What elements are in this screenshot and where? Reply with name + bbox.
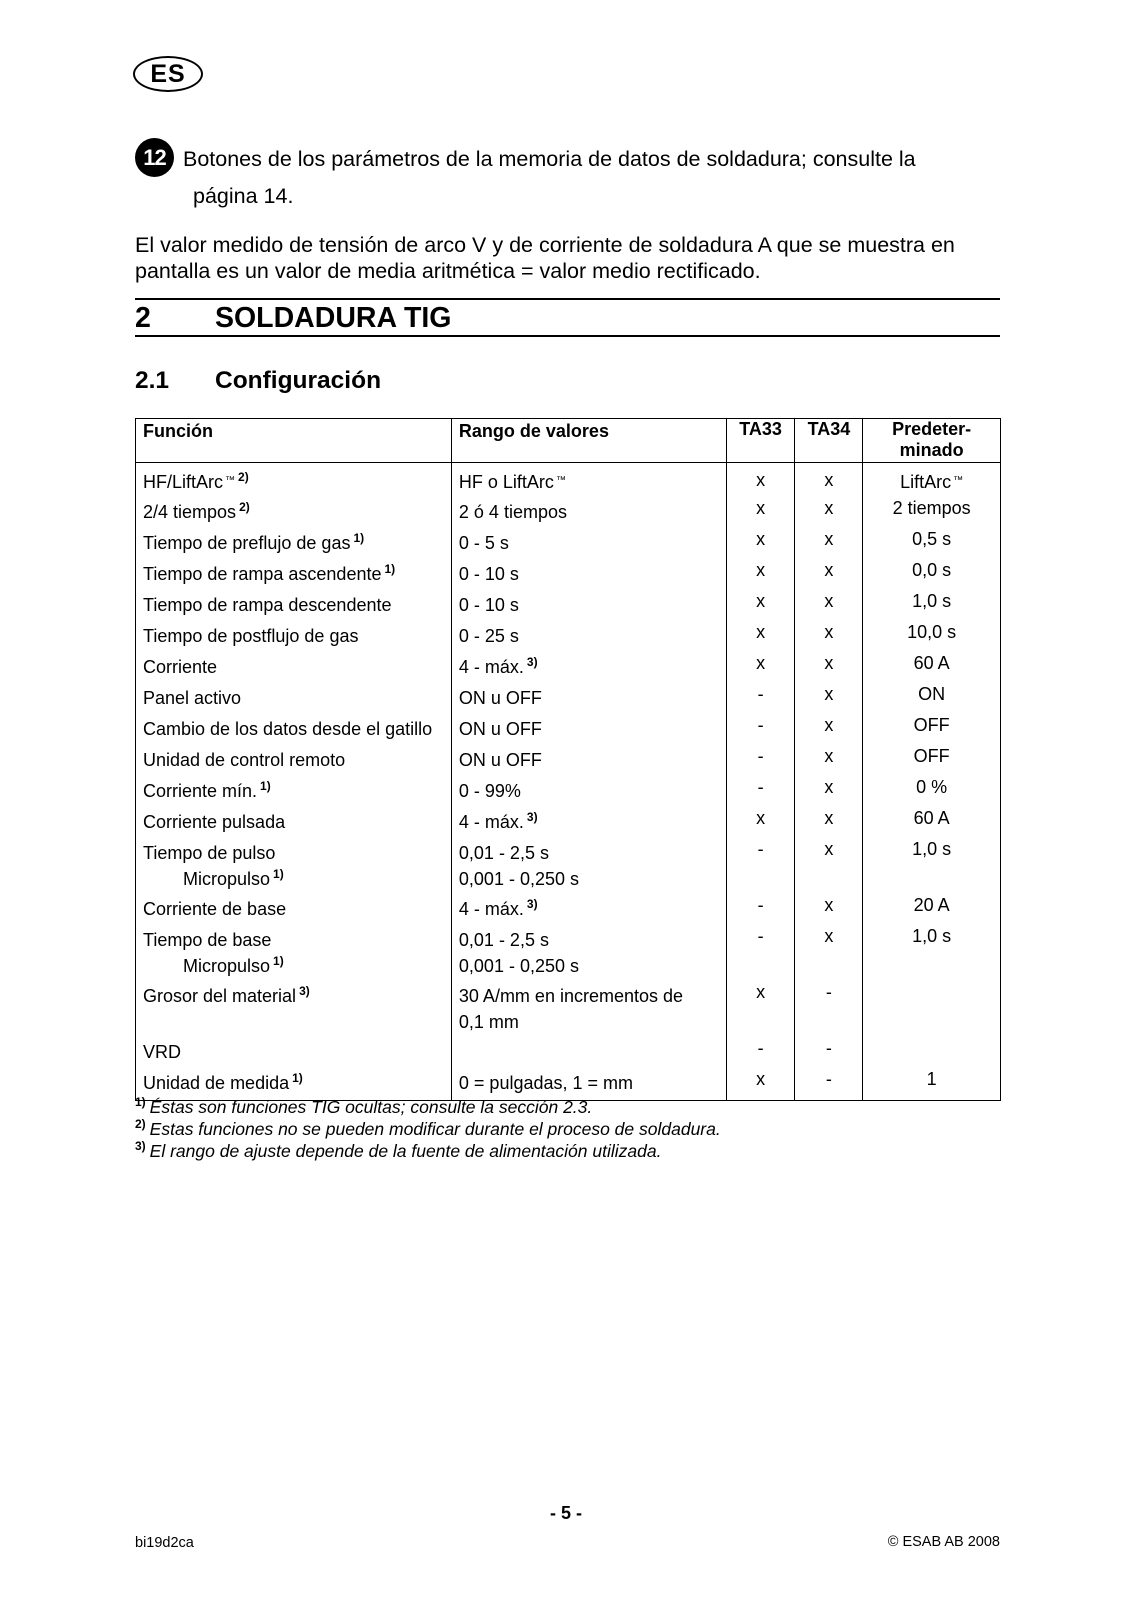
funcion-text: Tiempo de postflujo de gas: [143, 626, 359, 646]
default-text: 20 A: [913, 895, 950, 915]
rango-text: ON u OFF: [458, 750, 542, 770]
default-text: 60 A: [913, 808, 950, 828]
cell-funcion: [136, 839, 452, 895]
cell-predeterminado: [863, 926, 1001, 982]
footnote-ref: 1): [260, 779, 271, 793]
footnote-text: Éstas son funciones TIG ocultas; consulte la sección 2.3.: [149, 1097, 593, 1117]
cell-rango: [451, 982, 726, 1038]
cell-ta33: -: [726, 1038, 795, 1069]
funcion-text: Corriente: [143, 657, 218, 677]
cell-funcion: [136, 808, 452, 839]
cell-ta33: x: [726, 498, 795, 529]
cell-ta34: -: [795, 1038, 863, 1069]
footnote-ref: 2): [239, 500, 250, 514]
header-ta33: TA33: [726, 419, 795, 463]
rango-text: 4 - máx.: [458, 899, 524, 919]
funcion-text: Tiempo de base: [143, 930, 272, 950]
table-row: [136, 498, 1001, 529]
footnote: [135, 1118, 721, 1140]
cell-rango: [451, 560, 726, 591]
cell-ta34: x: [795, 715, 863, 746]
table-row: [136, 560, 1001, 591]
section-heading: [135, 298, 1000, 337]
cell-funcion: [136, 982, 452, 1038]
funcion-text: Panel activo: [143, 688, 242, 708]
rango-text: 0,01 - 2,5 s: [458, 930, 549, 950]
rango-text: 0 - 10 s: [458, 595, 519, 615]
funcion-text: Corriente pulsada: [143, 812, 286, 832]
cell-predeterminado: [863, 895, 1001, 926]
cell-predeterminado: [863, 622, 1001, 653]
cell-ta33: -: [726, 684, 795, 715]
table-row: [136, 839, 1001, 895]
footnote-ref: 3): [299, 984, 310, 998]
footnote: [135, 1096, 721, 1118]
default-text: 1,0 s: [912, 926, 952, 946]
funcion-text: Tiempo de rampa descendente: [143, 595, 392, 615]
footnote-text: Estas funciones no se pueden modificar durante el proceso de soldadura.: [149, 1119, 721, 1139]
table-row: [136, 529, 1001, 560]
cell-funcion: [136, 591, 452, 622]
funcion-subtext-label: Micropulso: [183, 869, 271, 889]
cell-ta33: -: [726, 839, 795, 895]
section-number: 2: [135, 302, 151, 334]
cell-ta34: x: [795, 684, 863, 715]
funcion-text: VRD: [143, 1042, 182, 1062]
rango-text-line2: 0,001 - 0,250 s: [458, 869, 579, 889]
rango-text: HF o LiftArc: [458, 472, 554, 492]
cell-ta34: -: [795, 1069, 863, 1100]
cell-ta33: -: [726, 746, 795, 777]
footnote: [135, 1140, 721, 1162]
funcion-text: Tiempo de pulso: [143, 843, 276, 863]
header-ta34: TA34: [795, 419, 863, 463]
default-text: 1,0 s: [912, 839, 952, 859]
cell-ta34: x: [795, 560, 863, 591]
cell-ta34: x: [795, 653, 863, 684]
measurement-paragraph: El valor medido de tensión de arco V y de corriente de soldadura A que se muestra en pantalla es un valor de media aritmética = valor medio rectificado.: [135, 233, 955, 283]
trademark-mark: ™: [953, 475, 964, 486]
rango-text: 2 ó 4 tiempos: [458, 502, 567, 522]
default-text: 0,0 s: [912, 560, 952, 580]
cell-funcion: [136, 560, 452, 591]
rango-text: 4 - máx.: [458, 657, 524, 677]
copyright: © ESAB AB 2008: [887, 1534, 1000, 1550]
cell-ta34: x: [795, 498, 863, 529]
cell-ta33: -: [726, 777, 795, 808]
rango-text: 4 - máx.: [458, 812, 524, 832]
rango-text: 0 - 5 s: [458, 533, 509, 553]
funcion-subtext: [143, 869, 444, 890]
footnote-ref: 3): [526, 810, 538, 824]
funcion-text: Tiempo de rampa ascendente: [143, 564, 382, 584]
cell-ta33: x: [726, 622, 795, 653]
cell-ta33: x: [726, 560, 795, 591]
cell-predeterminado: [863, 777, 1001, 808]
cell-rango: [451, 895, 726, 926]
cell-funcion: [136, 622, 452, 653]
header-rango: Rango de valores: [451, 419, 726, 463]
footnote-ref: 1): [353, 531, 365, 545]
cell-rango: [451, 839, 726, 895]
trademark-mark: ™: [225, 475, 236, 486]
cell-ta34: x: [795, 529, 863, 560]
header-predeterminado: Predeter- minado: [863, 419, 1001, 463]
default-text: LiftArc: [900, 472, 952, 492]
cell-funcion: [136, 684, 452, 715]
cell-ta33: x: [726, 982, 795, 1038]
configuration-table: [135, 418, 1001, 1101]
section-title: SOLDADURA TIG: [215, 302, 452, 334]
rango-text: 0,01 - 2,5 s: [458, 843, 549, 863]
page-number: - 5 -: [549, 1503, 582, 1523]
funcion-text: Grosor del material: [143, 986, 297, 1006]
cell-predeterminado: [863, 982, 1001, 1038]
rango-text: 0 = pulgadas, 1 = mm: [458, 1073, 634, 1093]
subsection-title: Configuración: [215, 367, 382, 394]
table-header-row: [136, 419, 1001, 463]
footnote-mark: 1): [135, 1095, 146, 1109]
footnote-ref: 3): [526, 897, 538, 911]
footnote-ref: 1): [292, 1071, 303, 1085]
cell-funcion: [136, 653, 452, 684]
cell-predeterminado: [863, 498, 1001, 529]
cell-predeterminado: [863, 684, 1001, 715]
cell-ta34: x: [795, 591, 863, 622]
cell-funcion: [136, 715, 452, 746]
footnote-mark: 2): [135, 1117, 146, 1131]
item-12: [135, 141, 995, 215]
cell-predeterminado: [863, 1038, 1001, 1069]
cell-rango: [451, 926, 726, 982]
cell-ta33: x: [726, 653, 795, 684]
funcion-text: 2/4 tiempos: [143, 502, 237, 522]
default-text: 0,5 s: [912, 529, 952, 549]
table-row: [136, 746, 1001, 777]
funcion-subtext-label: Micropulso: [183, 956, 271, 976]
funcion-text: Tiempo de preflujo de gas: [143, 533, 351, 553]
cell-rango: [451, 684, 726, 715]
funcion-text: HF/LiftArc: [143, 472, 224, 492]
default-text: OFF: [913, 746, 950, 766]
subsection-heading: [135, 366, 381, 396]
table-row: [136, 684, 1001, 715]
language-badge: ES: [133, 56, 203, 92]
rango-text: 0 - 99%: [458, 781, 521, 801]
rango-text: ON u OFF: [458, 688, 542, 708]
subsection-number: 2.1: [135, 367, 170, 394]
cell-rango: [451, 463, 726, 499]
cell-ta33: -: [726, 895, 795, 926]
cell-ta33: x: [726, 463, 795, 499]
funcion-text: Unidad de medida: [143, 1073, 290, 1093]
rango-text: 0 - 10 s: [458, 564, 519, 584]
rango-text: 30 A/mm en incrementos de: [458, 986, 684, 1006]
funcion-text: Unidad de control remoto: [143, 750, 346, 770]
footnote-ref: 1): [273, 867, 284, 881]
table-row: [136, 895, 1001, 926]
cell-predeterminado: [863, 463, 1001, 499]
cell-ta34: x: [795, 463, 863, 499]
item-number-badge: 12: [135, 138, 174, 177]
cell-rango: [451, 777, 726, 808]
funcion-text: Corriente mín.: [143, 781, 258, 801]
cell-ta34: x: [795, 808, 863, 839]
cell-rango: [451, 746, 726, 777]
funcion-text: Cambio de los datos desde el gatillo: [143, 719, 433, 739]
footnote-ref: 2): [238, 470, 249, 484]
table-row: [136, 463, 1001, 499]
rango-text-line2: 0,1 mm: [458, 1012, 519, 1032]
item-text: Botones de los parámetros de la memoria de datos de soldadura; consulte la: [183, 147, 916, 171]
table-row: [136, 591, 1001, 622]
footnote-ref: 1): [384, 562, 396, 576]
cell-ta34: x: [795, 926, 863, 982]
table-row: [136, 777, 1001, 808]
cell-funcion: [136, 746, 452, 777]
cell-rango: [451, 808, 726, 839]
table-row: [136, 715, 1001, 746]
cell-ta34: -: [795, 982, 863, 1038]
cell-funcion: [136, 777, 452, 808]
cell-funcion: [136, 498, 452, 529]
cell-predeterminado: [863, 560, 1001, 591]
default-text: 1: [926, 1069, 937, 1089]
table-row: [136, 982, 1001, 1038]
default-text: 10,0 s: [907, 622, 957, 642]
table-row: [136, 622, 1001, 653]
default-text: 1,0 s: [912, 591, 952, 611]
cell-rango: [451, 591, 726, 622]
cell-ta34: x: [795, 777, 863, 808]
cell-predeterminado: [863, 715, 1001, 746]
cell-ta34: x: [795, 622, 863, 653]
cell-ta33: x: [726, 591, 795, 622]
cell-rango: [451, 498, 726, 529]
cell-predeterminado: [863, 839, 1001, 895]
cell-funcion: [136, 895, 452, 926]
cell-ta34: x: [795, 746, 863, 777]
rango-text: ON u OFF: [458, 719, 542, 739]
trademark-mark: ™: [555, 475, 566, 486]
footnote-ref: 3): [526, 655, 538, 669]
cell-ta33: x: [726, 529, 795, 560]
item-text-cont: página 14.: [193, 184, 294, 208]
cell-predeterminado: [863, 746, 1001, 777]
cell-funcion: [136, 529, 452, 560]
cell-rango: [451, 1038, 726, 1069]
table-row: [136, 1038, 1001, 1069]
cell-ta34: x: [795, 895, 863, 926]
cell-funcion: [136, 1038, 452, 1069]
cell-ta33: -: [726, 926, 795, 982]
cell-funcion: [136, 463, 452, 499]
document-id: bi19d2ca: [135, 1535, 194, 1551]
cell-ta33: x: [726, 1069, 795, 1100]
default-text: 2 tiempos: [892, 498, 971, 518]
cell-ta34: x: [795, 839, 863, 895]
footnote-ref: 1): [273, 954, 284, 968]
footnote-text: El rango de ajuste depende de la fuente de alimentación utilizada.: [149, 1141, 662, 1161]
cell-rango: [451, 715, 726, 746]
rango-text-line2: 0,001 - 0,250 s: [458, 956, 579, 976]
footnotes: [135, 1096, 721, 1162]
cell-rango: [451, 622, 726, 653]
default-text: ON: [918, 684, 946, 704]
cell-predeterminado: [863, 808, 1001, 839]
table-row: [136, 926, 1001, 982]
default-text: OFF: [913, 715, 950, 735]
cell-predeterminado: [863, 591, 1001, 622]
cell-rango: [451, 653, 726, 684]
cell-predeterminado: [863, 529, 1001, 560]
footnote-mark: 3): [135, 1139, 146, 1153]
cell-predeterminado: [863, 653, 1001, 684]
table-row: [136, 808, 1001, 839]
rango-text: 0 - 25 s: [458, 626, 519, 646]
funcion-text: Corriente de base: [143, 899, 287, 919]
header-funcion: Función: [136, 419, 452, 463]
funcion-subtext: [143, 956, 444, 977]
cell-ta33: x: [726, 808, 795, 839]
default-text: 0 %: [916, 777, 948, 797]
cell-rango: [451, 529, 726, 560]
default-text: 60 A: [913, 653, 950, 673]
cell-predeterminado: [863, 1069, 1001, 1100]
table-row: [136, 653, 1001, 684]
cell-funcion: [136, 926, 452, 982]
cell-ta33: -: [726, 715, 795, 746]
